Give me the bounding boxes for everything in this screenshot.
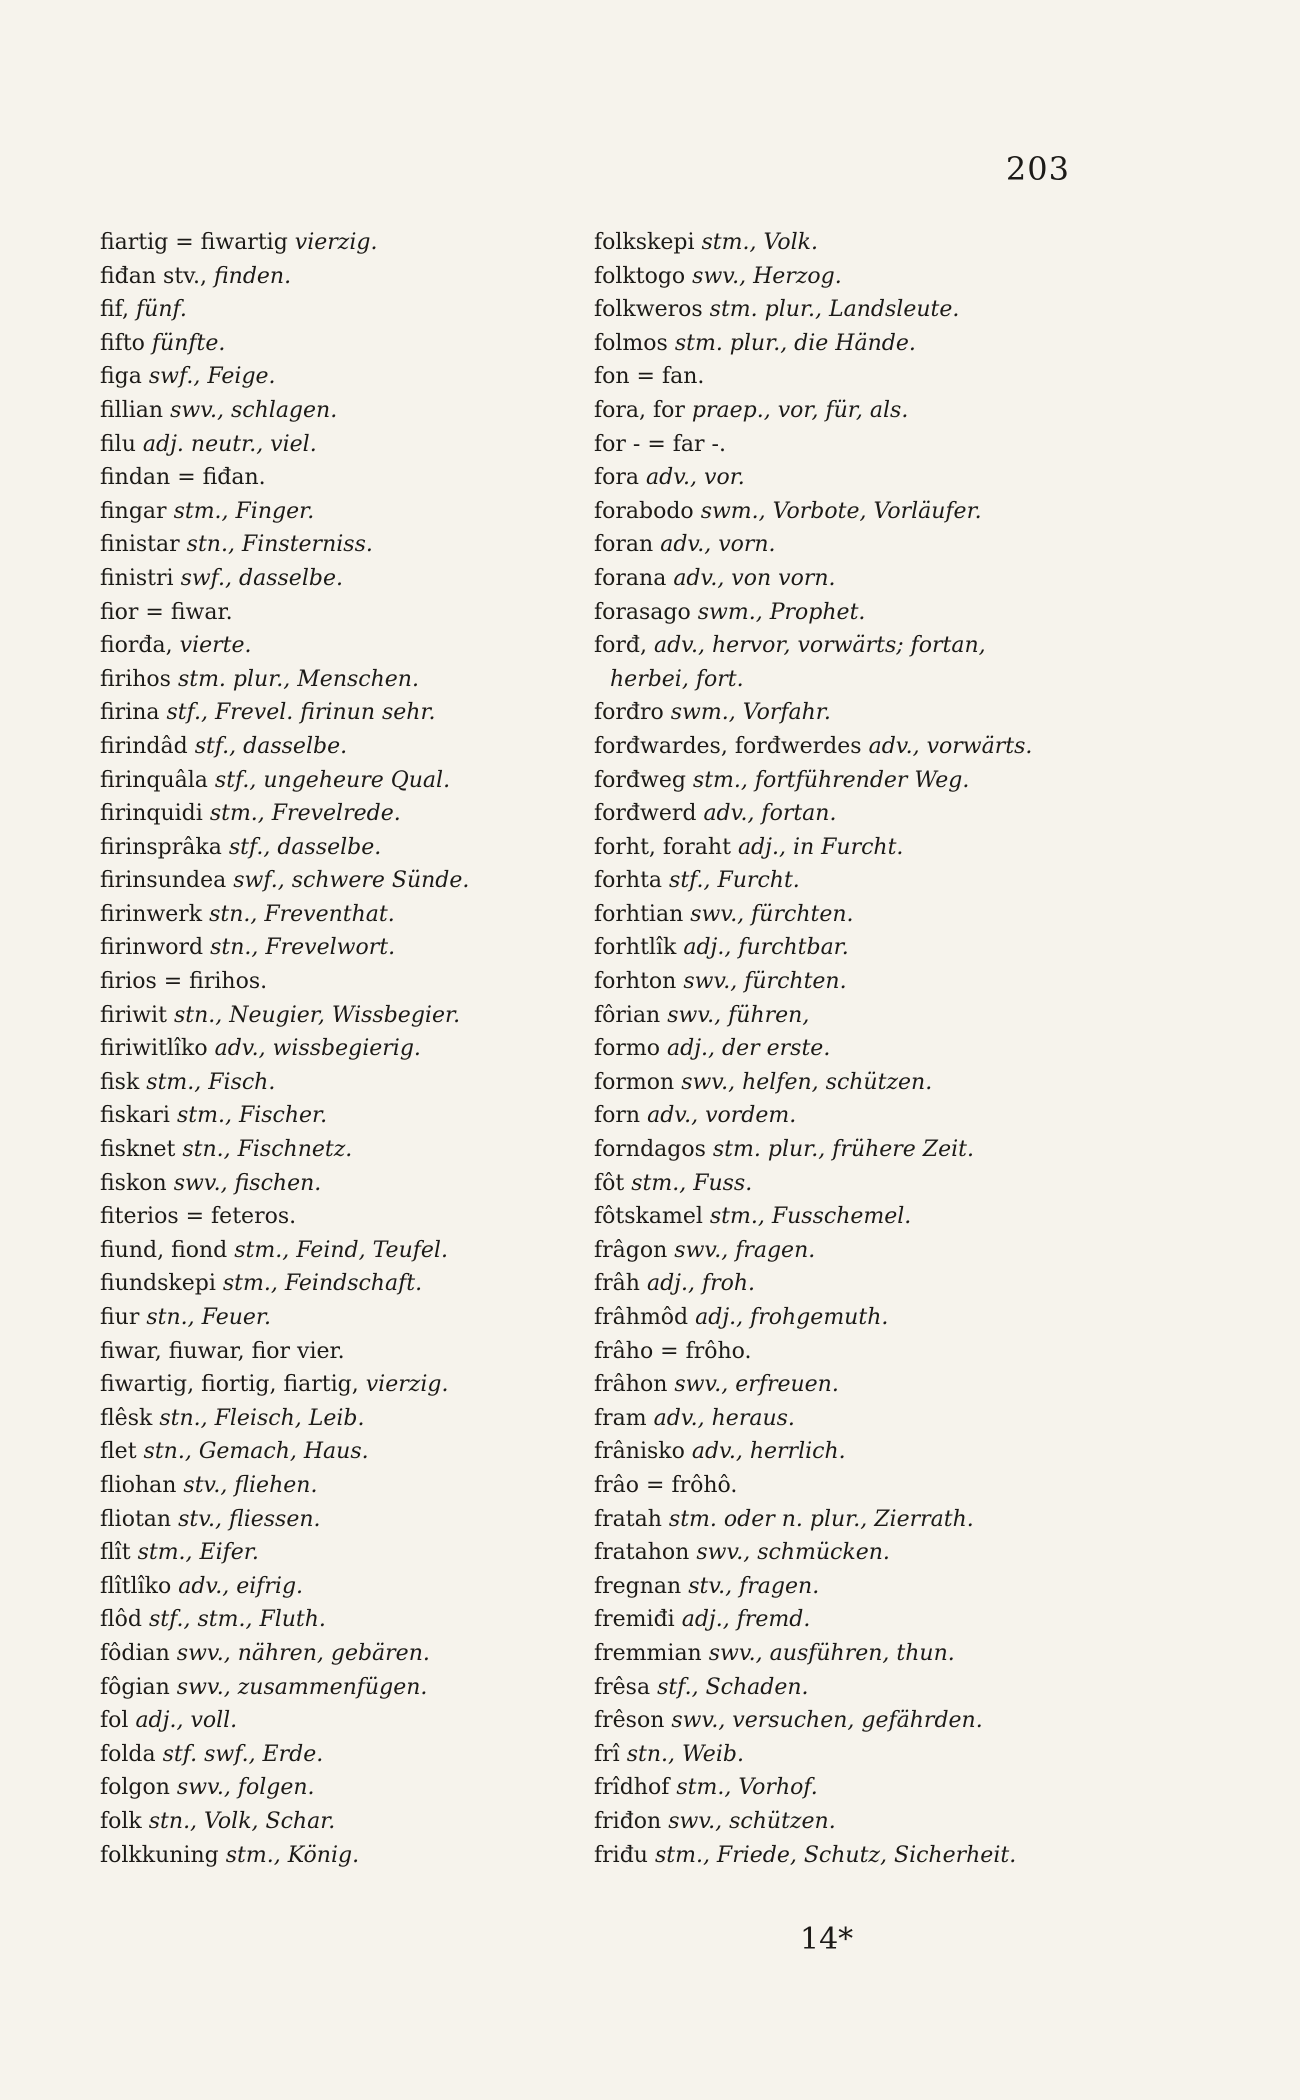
entry-headword: flet: [100, 1439, 137, 1465]
dictionary-entry: [100, 864, 580, 898]
entry-gloss: adv., wissbegierig.: [214, 1036, 421, 1062]
entry-gloss: swv., fischen.: [173, 1170, 322, 1196]
dictionary-entry: [594, 1167, 1094, 1201]
entry-headword: frêson: [594, 1708, 665, 1734]
dictionary-entry: [594, 1704, 1094, 1738]
entry-gloss: swv., schmücken.: [696, 1540, 890, 1566]
entry-headword: for - = far -.: [594, 431, 726, 457]
dictionary-entry: [100, 1402, 580, 1436]
entry-headword: forđ,: [594, 633, 647, 659]
entry-gloss: stm., Vorhof.: [676, 1775, 818, 1801]
entry-gloss: adj., furchtbar.: [683, 935, 849, 961]
entry-headword: friđon: [594, 1808, 662, 1834]
entry-headword: forana: [594, 565, 667, 591]
dictionary-entry: [100, 327, 580, 361]
entry-gloss: swv., Herzog.: [692, 263, 842, 289]
dictionary-entry: [100, 629, 580, 663]
entry-gloss: stf. swf., Erde.: [162, 1741, 324, 1767]
entry-headword: fiwar, fiuwar, fior vier.: [100, 1338, 345, 1364]
entry-headword: frâh: [594, 1271, 640, 1297]
entry-gloss: stm. plur., frühere Zeit.: [712, 1137, 974, 1163]
entry-gloss: swv., führen,: [667, 1002, 810, 1028]
entry-headword: folkweros: [594, 297, 703, 323]
dictionary-entry: [100, 1570, 580, 1604]
entry-gloss: stn., Freventhat.: [209, 901, 395, 927]
dictionary-entry: [594, 1738, 1094, 1772]
entry-headword: forasago: [594, 599, 691, 625]
dictionary-entry: [594, 394, 1094, 428]
dictionary-entry: [100, 596, 580, 630]
dictionary-entry: [594, 1671, 1094, 1705]
entry-gloss: stm. plur., Landsleute.: [709, 297, 960, 323]
entry-headword: finistri: [100, 565, 174, 591]
entry-gloss: stm., Finger.: [173, 498, 315, 524]
dictionary-entry: [594, 1335, 1094, 1369]
entry-gloss: fünfte.: [151, 330, 226, 356]
entry-gloss: swv., ausführen, thun.: [708, 1640, 955, 1666]
entry-gloss: herbei, fort.: [610, 666, 744, 692]
dictionary-entry: [100, 1671, 580, 1705]
dictionary-entry: [594, 260, 1094, 294]
dictionary-entry: [594, 629, 1094, 663]
entry-gloss: adv., fortan.: [703, 801, 837, 827]
entry-gloss: swf., dasselbe.: [180, 565, 343, 591]
entry-headword: fiundskepi: [100, 1271, 216, 1297]
entry-headword: firiwitlîko: [100, 1036, 208, 1062]
dictionary-entry: [100, 1301, 580, 1335]
dictionary-entry: [100, 1099, 580, 1133]
dictionary-entry: [594, 1435, 1094, 1469]
entry-headword: frîdhof: [594, 1775, 670, 1801]
entry-gloss: stv., fliessen.: [178, 1506, 321, 1532]
entry-gloss: stn., Gemach, Haus.: [143, 1439, 369, 1465]
entry-headword: frânisko: [594, 1439, 685, 1465]
entry-headword: forhton: [594, 969, 677, 995]
dictionary-entry: [594, 360, 1094, 394]
dictionary-entry: [594, 1032, 1094, 1066]
dictionary-entry: [100, 1435, 580, 1469]
entry-gloss: stn., Fleisch, Leib.: [159, 1405, 365, 1431]
entry-gloss: stn., Weib.: [626, 1741, 744, 1767]
dictionary-entry: [594, 1469, 1094, 1503]
dictionary-entry: [594, 562, 1094, 596]
entry-headword: firinwerk: [100, 901, 203, 927]
entry-gloss: stf., ungeheure Qual.: [214, 767, 451, 793]
dictionary-entry: [100, 1368, 580, 1402]
dictionary-entry: [100, 1603, 580, 1637]
dictionary-entry: [100, 495, 580, 529]
entry-gloss: swv., fürchten.: [690, 901, 854, 927]
dictionary-entry: [594, 428, 1094, 462]
entry-gloss: swv., erfreuen.: [674, 1372, 839, 1398]
entry-gloss: stm., Frevelrede.: [209, 801, 401, 827]
entry-gloss: fünf.: [136, 297, 187, 323]
entry-headword: fillian: [100, 397, 164, 423]
entry-gloss: stn., Frevelwort.: [210, 935, 396, 961]
entry-headword: finistar: [100, 532, 180, 558]
entry-gloss: adv., hervor, vorwärts; fortan,: [653, 633, 986, 659]
dictionary-entry: [100, 797, 580, 831]
entry-gloss: stn., Finsterniss.: [186, 532, 373, 558]
entry-gloss: stf., dasselbe.: [194, 733, 348, 759]
entry-headword: folda: [100, 1741, 156, 1767]
entry-headword: flîtlîko: [100, 1573, 172, 1599]
dictionary-entry: [594, 1200, 1094, 1234]
entry-gloss: adv., vor.: [646, 465, 745, 491]
entry-gloss: swv., schützen.: [668, 1808, 836, 1834]
entry-gloss: stm., Friede, Schutz, Sicherheit.: [654, 1842, 1017, 1868]
entry-headword: fifto: [100, 330, 145, 356]
dictionary-entry: [594, 1066, 1094, 1100]
entry-headword: fliohan: [100, 1472, 177, 1498]
entry-headword: flôd: [100, 1607, 143, 1633]
entry-headword: forndagos: [594, 1137, 706, 1163]
entry-gloss: adj. neutr., viel.: [142, 431, 317, 457]
entry-gloss: adv., vorn.: [660, 532, 776, 558]
dictionary-entry: [100, 461, 580, 495]
entry-headword: frâhon: [594, 1372, 668, 1398]
entry-headword: forhta: [594, 868, 663, 894]
dictionary-entry: [594, 495, 1094, 529]
entry-headword: fôtskamel: [594, 1204, 703, 1230]
entry-headword: friđu: [594, 1842, 648, 1868]
dictionary-entry: [100, 1738, 580, 1772]
entry-headword: frî: [594, 1741, 620, 1767]
entry-headword: firina: [100, 700, 160, 726]
entry-gloss: stm., Fusschemel.: [709, 1204, 912, 1230]
dictionary-entry: [594, 1839, 1094, 1873]
entry-gloss: stm. plur., die Hände.: [674, 330, 916, 356]
entry-headword: folktogo: [594, 263, 686, 289]
entry-gloss: stm., Fisch.: [146, 1069, 276, 1095]
entry-gloss: stf., stm., Fluth.: [149, 1607, 326, 1633]
dictionary-entry: [100, 831, 580, 865]
dictionary-entry: [594, 1771, 1094, 1805]
entry-headword: fôt: [594, 1170, 625, 1196]
entry-gloss: stf., Schaden.: [657, 1674, 809, 1700]
entry-gloss: adj., in Furcht.: [737, 834, 904, 860]
dictionary-entry: [594, 898, 1094, 932]
entry-headword: folkskepi: [594, 230, 695, 255]
entry-headword: folgon: [100, 1775, 170, 1801]
entry-headword: formon: [594, 1069, 675, 1095]
dictionary-entry: [594, 1368, 1094, 1402]
entry-headword: fregnan: [594, 1573, 682, 1599]
entry-headword: firinword: [100, 935, 204, 961]
entry-headword: firinsundea: [100, 868, 227, 894]
entry-gloss: stm., König.: [225, 1842, 360, 1868]
entry-headword: firinquidi: [100, 801, 203, 827]
dictionary-entry: [100, 965, 580, 999]
entry-gloss: adj., frohgemuth.: [695, 1305, 889, 1330]
entry-headword: flêsk: [100, 1405, 153, 1431]
dictionary-entry: [100, 428, 580, 462]
entry-gloss: adj., fremd.: [681, 1607, 811, 1633]
dictionary-entry: [594, 764, 1094, 798]
entry-headword: forhtian: [594, 901, 684, 927]
dictionary-entry: [594, 1267, 1094, 1301]
dictionary-entry: [594, 797, 1094, 831]
dictionary-entry: [594, 1570, 1094, 1604]
entry-headword: firinquâla: [100, 767, 208, 793]
entry-gloss: praep., vor, für, als.: [691, 397, 909, 423]
entry-gloss: stm., Fuss.: [631, 1170, 753, 1196]
entry-gloss: adj., froh.: [646, 1271, 756, 1297]
entry-headword: fiund, fiond: [100, 1237, 228, 1263]
entry-headword: fingar: [100, 498, 167, 524]
dictionary-entry: [100, 1704, 580, 1738]
dictionary-entry: [100, 1133, 580, 1167]
entry-headword: fon = fan.: [594, 364, 705, 390]
dictionary-entry: [100, 1503, 580, 1537]
entry-gloss: swv., nähren, gebären.: [176, 1640, 430, 1666]
dictionary-entry: [100, 999, 580, 1033]
entry-gloss: stn., Fischnetz.: [182, 1137, 353, 1163]
entry-headword: fliotan: [100, 1506, 172, 1532]
dictionary-entry: [100, 1267, 580, 1301]
dictionary-entry: [594, 931, 1094, 965]
dictionary-entry: [100, 562, 580, 596]
entry-headword: fiđan stv.,: [100, 263, 207, 289]
entry-gloss: stm. plur., Menschen.: [177, 666, 419, 692]
entry-headword: fora: [594, 465, 640, 491]
dictionary-entry: [594, 1603, 1094, 1637]
dictionary-entry: [100, 1469, 580, 1503]
entry-headword: fram: [594, 1405, 647, 1431]
entry-gloss: swv., fragen.: [674, 1237, 816, 1263]
entry-headword: firinsprâka: [100, 834, 222, 860]
dictionary-entry: [594, 1099, 1094, 1133]
entry-gloss: swv., zusammenfügen.: [176, 1674, 428, 1700]
page-number: 203: [1005, 150, 1070, 188]
dictionary-entry: [100, 226, 580, 260]
entry-headword: fremiđi: [594, 1607, 675, 1633]
dictionary-entry: [100, 1839, 580, 1873]
dictionary-entry: [100, 528, 580, 562]
dictionary-entry: [100, 360, 580, 394]
dictionary-entry: [100, 1536, 580, 1570]
signature-mark: 14*: [800, 1922, 854, 1957]
entry-headword: frâo = frôhô.: [594, 1472, 738, 1498]
entry-headword: findan = fiđan.: [100, 465, 266, 491]
entry-headword: folk: [100, 1808, 142, 1834]
entry-gloss: swm., Vorfahr.: [670, 700, 831, 726]
entry-headword: firihos: [100, 666, 171, 692]
entry-headword: firios = firihos.: [100, 969, 268, 995]
entry-headword: fiorđa,: [100, 633, 173, 659]
dictionary-entry: [594, 293, 1094, 327]
entry-headword: fora, for: [594, 397, 685, 423]
entry-gloss: vierzig.: [365, 1372, 449, 1398]
entry-gloss: swm., Prophet.: [697, 599, 866, 625]
entry-headword: forht, foraht: [594, 834, 731, 860]
entry-gloss: adv., vordem.: [647, 1103, 797, 1129]
entry-headword: forđro: [594, 700, 664, 726]
entry-headword: fôrian: [594, 1002, 661, 1028]
entry-gloss: stn., Volk, Schar.: [148, 1808, 336, 1834]
dictionary-entry: [100, 260, 580, 294]
entry-gloss: vierzig.: [294, 230, 378, 255]
dictionary-entry: [594, 831, 1094, 865]
entry-gloss: stm., Feind, Teufel.: [234, 1237, 448, 1263]
dictionary-entry: [594, 696, 1094, 730]
entry-gloss: stf., Frevel. firinun sehr.: [166, 700, 436, 726]
entry-gloss: stm. oder n. plur., Zierrath.: [668, 1506, 974, 1532]
dictionary-entry: [594, 1234, 1094, 1268]
entry-headword: fif,: [100, 297, 130, 323]
entry-headword: fiskari: [100, 1103, 170, 1129]
entry-gloss: adv., vorwärts.: [868, 733, 1033, 759]
dictionary-entry: [100, 1805, 580, 1839]
entry-headword: forđwardes, forđwerdes: [594, 733, 862, 759]
entry-headword: forhtlîk: [594, 935, 677, 961]
entry-headword: figa: [100, 364, 142, 390]
entry-gloss: swv., helfen, schützen.: [681, 1069, 933, 1095]
entry-headword: fiterios = feteros.: [100, 1204, 297, 1230]
entry-gloss: stv., fliehen.: [183, 1472, 318, 1498]
entry-gloss: adj., voll.: [135, 1708, 238, 1734]
entry-gloss: stv., fragen.: [688, 1573, 820, 1599]
dictionary-entry: [100, 1234, 580, 1268]
entry-gloss: swv., folgen.: [176, 1775, 315, 1801]
entry-gloss: swf., schwere Sünde.: [233, 868, 470, 894]
entry-headword: fiwartig, fiortig, fiartig,: [100, 1372, 359, 1398]
dictionary-entry: [594, 1805, 1094, 1839]
left-column: [100, 226, 580, 1872]
dictionary-entry: [100, 696, 580, 730]
dictionary-entry: [594, 226, 1094, 260]
dictionary-entry: [100, 931, 580, 965]
entry-headword: firindâd: [100, 733, 188, 759]
dictionary-entry: [594, 461, 1094, 495]
dictionary-entry: [100, 394, 580, 428]
entry-gloss: vierte.: [179, 633, 252, 659]
entry-gloss: swv., versuchen, gefährden.: [671, 1708, 983, 1734]
entry-headword: fiur: [100, 1305, 140, 1330]
entry-gloss: adv., herrlich.: [691, 1439, 846, 1465]
entry-headword: fiskon: [100, 1170, 167, 1196]
entry-headword: frâho = frôho.: [594, 1338, 752, 1364]
entry-headword: fisknet: [100, 1137, 176, 1163]
entry-headword: forn: [594, 1103, 641, 1129]
entry-gloss: stn., Neugier, Wissbegier.: [173, 1002, 461, 1028]
entry-gloss: stm., fortführender Weg.: [692, 767, 970, 793]
entry-gloss: adv., eifrig.: [178, 1573, 304, 1599]
dictionary-entry: [594, 1503, 1094, 1537]
dictionary-entry: [594, 1637, 1094, 1671]
entry-gloss: adv., heraus.: [653, 1405, 795, 1431]
entry-gloss: adv., von vorn.: [673, 565, 836, 591]
entry-gloss: stn., Feuer.: [146, 1305, 272, 1330]
entry-headword: fratahon: [594, 1540, 690, 1566]
dictionary-entry: [100, 663, 580, 697]
entry-gloss: stm., Fischer.: [176, 1103, 328, 1129]
entry-gloss: stm., Volk.: [701, 230, 818, 255]
entry-headword: fratah: [594, 1506, 662, 1532]
dictionary-entry: [100, 1200, 580, 1234]
entry-headword: forabodo: [594, 498, 694, 524]
entry-headword: frâgon: [594, 1237, 668, 1263]
entry-headword: forđwerd: [594, 801, 697, 827]
entry-headword: flît: [100, 1540, 131, 1566]
entry-headword: fior = fiwar.: [100, 599, 233, 625]
dictionary-entry: [594, 1301, 1094, 1335]
entry-gloss: stm., Eifer.: [137, 1540, 259, 1566]
entry-gloss: swm., Vorbote, Vorläufer.: [700, 498, 982, 524]
dictionary-entry: [594, 327, 1094, 361]
entry-headword: fôgian: [100, 1674, 170, 1700]
entry-headword: fremmian: [594, 1640, 702, 1666]
dictionary-entry: [100, 898, 580, 932]
entry-headword: fol: [100, 1708, 129, 1734]
entry-gloss: swv., fürchten.: [683, 969, 847, 995]
right-column: [594, 226, 1094, 1872]
entry-headword: fisk: [100, 1069, 140, 1095]
dictionary-entry: [100, 764, 580, 798]
entry-gloss: stf., Furcht.: [669, 868, 800, 894]
dictionary-entry: [594, 1402, 1094, 1436]
entry-headword: folmos: [594, 330, 668, 356]
entry-gloss: stm., Feindschaft.: [222, 1271, 423, 1297]
dictionary-entry: [594, 596, 1094, 630]
dictionary-entry: [594, 528, 1094, 562]
dictionary-entry: [100, 1066, 580, 1100]
entry-headword: firiwit: [100, 1002, 167, 1028]
dictionary-entry: [100, 293, 580, 327]
dictionary-entry: [100, 730, 580, 764]
dictionary-entry: [100, 1637, 580, 1671]
entry-gloss: stf., dasselbe.: [228, 834, 382, 860]
entry-gloss: swv., schlagen.: [170, 397, 338, 423]
entry-headword: forđweg: [594, 767, 686, 793]
entry-gloss: finden.: [213, 263, 292, 289]
entry-headword: filu: [100, 431, 136, 457]
dictionary-entry: [100, 1167, 580, 1201]
dictionary-entry: [594, 864, 1094, 898]
entry-gloss: adj., der erste.: [667, 1036, 831, 1062]
dictionary-entry: [594, 1133, 1094, 1167]
dictionary-entry: [594, 999, 1094, 1033]
entry-headword: frêsa: [594, 1674, 651, 1700]
entry-gloss: swf., Feige.: [148, 364, 276, 390]
dictionary-entry: [594, 965, 1094, 999]
entry-headword: fôdian: [100, 1640, 170, 1666]
dictionary-entry: [100, 1032, 580, 1066]
dictionary-entry: [594, 663, 1094, 697]
dictionary-entry: [100, 1771, 580, 1805]
dictionary-entry: [594, 730, 1094, 764]
entry-headword: frâhmôd: [594, 1305, 689, 1330]
entry-headword: fiartig = fiwartig: [100, 230, 288, 255]
dictionary-entry: [100, 1335, 580, 1369]
entry-headword: folkkuning: [100, 1842, 219, 1868]
entry-headword: formo: [594, 1036, 661, 1062]
dictionary-entry: [594, 1536, 1094, 1570]
entry-headword: foran: [594, 532, 654, 558]
